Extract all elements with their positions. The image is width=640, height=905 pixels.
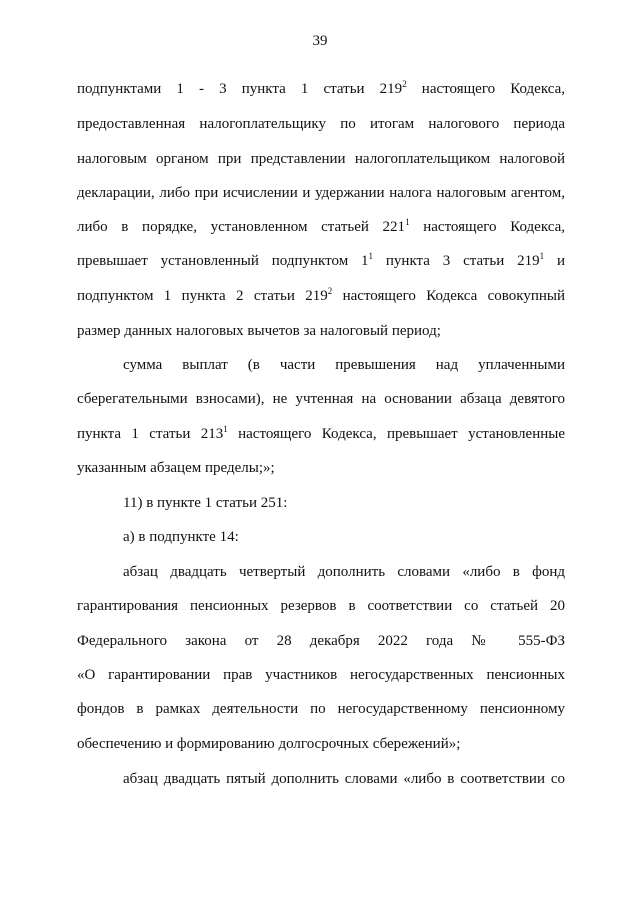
text-line: Федерального закона от 28 декабря 2022 года № 555-ФЗ <box>77 633 565 649</box>
text-line: декларации, либо при исчислении и удержании налога налоговым агентом, <box>77 185 565 201</box>
text-line: либо в порядке, установленном статьей $221^1$ настоящего Кодекса, <box>77 217 565 235</box>
text-line: обеспечению и формированию долгосрочных сбережений»; <box>77 736 461 752</box>
text-line: абзац двадцать пятый дополнить словами «либо в соответствии со <box>123 771 565 787</box>
text-line: а) в подпункте 14: <box>123 529 239 545</box>
text-line: налоговым органом при представлении налогоплательщиком налоговой <box>77 151 565 167</box>
text-line: указанным абзацем пределы;»; <box>77 460 275 476</box>
text-line: превышает установленный подпунктом $1^1$ пункта 3 статьи $219^1$ и <box>77 251 565 269</box>
text-line: сумма выплат (в части превышения над уплаченными <box>123 357 565 373</box>
text-line: подпунктом 1 пункта 2 статьи $219^2$ настоящего Кодекса совокупный <box>77 286 565 304</box>
text-line: подпунктами 1 - 3 пункта 1 статьи $219^2$ настоящего Кодекса, <box>77 79 565 97</box>
text-line: абзац двадцать четвертый дополнить словами «либо в фонд <box>123 564 565 580</box>
text-line: «О гарантировании прав участников негосударственных пенсионных <box>77 667 565 683</box>
text-line: фондов в рамках деятельности по негосударственному пенсионному <box>77 701 565 717</box>
text-line: 11) в пункте 1 статьи 251: <box>123 495 288 511</box>
text-line: сберегательными взносами), не учтенная на основании абзаца девятого <box>77 391 565 407</box>
text-line: размер данных налоговых вычетов за налоговый период; <box>77 323 441 339</box>
text-line: предоставленная налогоплательщику по итогам налогового периода <box>77 116 565 132</box>
text-line: пункта 1 статьи $213^1$ настоящего Кодекса, превышает установленные <box>77 424 565 442</box>
text-line: гарантирования пенсионных резервов в соответствии со статьей 20 <box>77 598 565 614</box>
page-number: 39 <box>312 33 328 49</box>
